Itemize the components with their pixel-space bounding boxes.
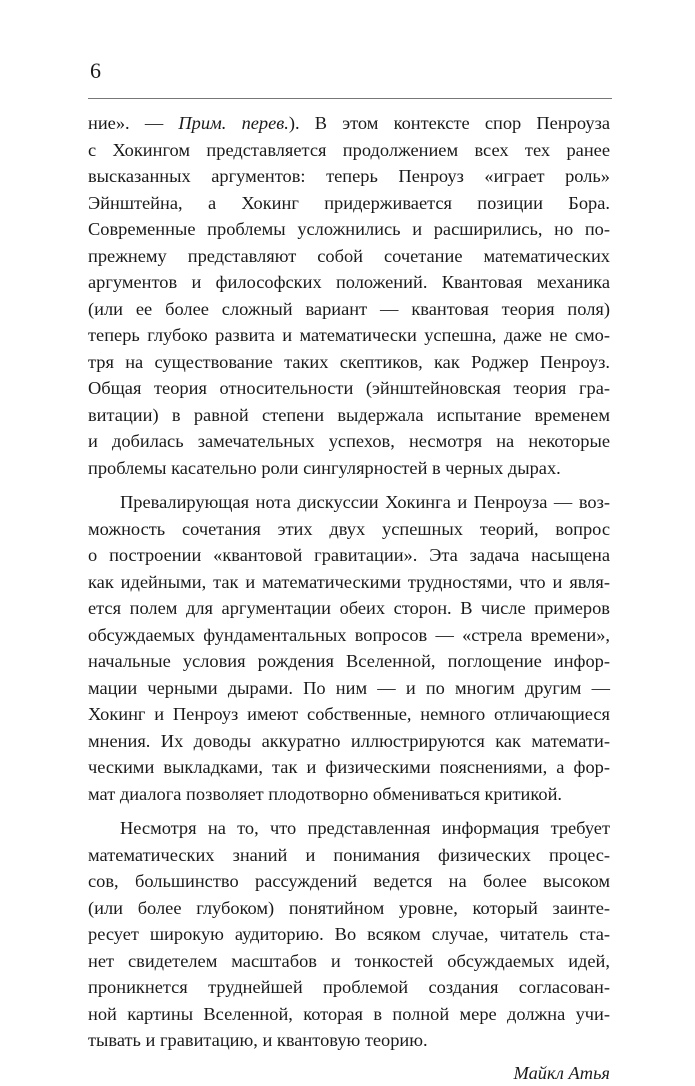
text-line: нет свидетелем масштабов и тонкостей обсуждаемых идей, xyxy=(88,948,610,975)
page-number: 6 xyxy=(90,58,101,84)
text-line: с Хокингом представляется продолжением всех тех ранее xyxy=(88,137,610,164)
text-line: как идейными, так и математическими трудностями, что и явля- xyxy=(88,569,610,596)
text-line: математических знаний и понимания физических процес- xyxy=(88,842,610,869)
text-line: сов, большинство рассуждений ведется на более высоком xyxy=(88,868,610,895)
text-line: аргументов и философских положений. Квантовая механика xyxy=(88,269,610,296)
text-line: Превалирующая нота дискуссии Хокинга и Пенроуза — воз- xyxy=(88,489,610,516)
text-line: Общая теория относительности (эйнштейновская теория гра- xyxy=(88,375,610,402)
italic-note: Прим. перев. xyxy=(178,113,288,133)
paragraph-gap xyxy=(88,807,610,815)
text-line: тря на существование таких скептиков, как Роджер Пенроуз. xyxy=(88,349,610,376)
paragraph xyxy=(88,815,610,1054)
text-line: (или более глубоком) понятийном уровне, который заинте- xyxy=(88,895,610,922)
text-line: ресует широкую аудиторию. Во всяком случае, читатель ста- xyxy=(88,921,610,948)
text-line: можность сочетания этих двух успешных теорий, вопрос xyxy=(88,516,610,543)
text-line: проникнется труднейшей проблемой создания согласован- xyxy=(88,974,610,1001)
text-line: ческими выкладками, так и физическими пояснениями, а фор- xyxy=(88,754,610,781)
paragraph-gap xyxy=(88,481,610,489)
text-line: витации) в равной степени выдержала испытание временем xyxy=(88,402,610,429)
header-rule xyxy=(88,98,612,99)
text-line: Хокинг и Пенроуз имеют собственные, немного отличающиеся xyxy=(88,701,610,728)
text-line: высказанных аргументов: теперь Пенроуз «играет роль» xyxy=(88,163,610,190)
text-line: Эйнштейна, а Хокинг придерживается позиции Бора. xyxy=(88,190,610,217)
text-line: о построении «квантовой гравитации». Эта задача насыщена xyxy=(88,542,610,569)
paragraph xyxy=(88,489,610,807)
text-line: мат диалога позволяет плодотворно обмениваться критикой. xyxy=(88,781,610,808)
text-line: и добилась замечательных успехов, несмотря на некоторые xyxy=(88,428,610,455)
text-line: начальные условия рождения Вселенной, поглощение инфор- xyxy=(88,648,610,675)
text-line: теперь глубоко развита и математически успешна, даже не смо- xyxy=(88,322,610,349)
text-line: ется полем для аргументации обеих сторон. В числе примеров xyxy=(88,595,610,622)
paragraphs xyxy=(88,110,610,1054)
text-line: мнения. Их доводы аккуратно иллюстрируются как математи- xyxy=(88,728,610,755)
text-line: проблемы касательно роли сингулярностей в черных дырах. xyxy=(88,455,610,482)
text-line: ной картины Вселенной, которая в полной мере должна учи- xyxy=(88,1001,610,1028)
text-line: прежнему представляют собой сочетание математических xyxy=(88,243,610,270)
text-line: ние». — Прим. перев.). В этом контексте спор Пенроуза xyxy=(88,110,610,137)
text-line: Современные проблемы усложнились и расширились, но по- xyxy=(88,216,610,243)
text-line: мации черными дырами. По ним — и по многим другим — xyxy=(88,675,610,702)
text-line: тывать и гравитацию, и квантовую теорию. xyxy=(88,1027,610,1054)
page-body xyxy=(88,110,610,1086)
text-line: обсуждаемых фундаментальных вопросов — «стрела времени», xyxy=(88,622,610,649)
signature: Майкл Атья xyxy=(88,1060,610,1086)
paragraph xyxy=(88,110,610,481)
text-line: Несмотря на то, что представленная информация требует xyxy=(88,815,610,842)
text-line: (или ее более сложный вариант — квантовая теория поля) xyxy=(88,296,610,323)
